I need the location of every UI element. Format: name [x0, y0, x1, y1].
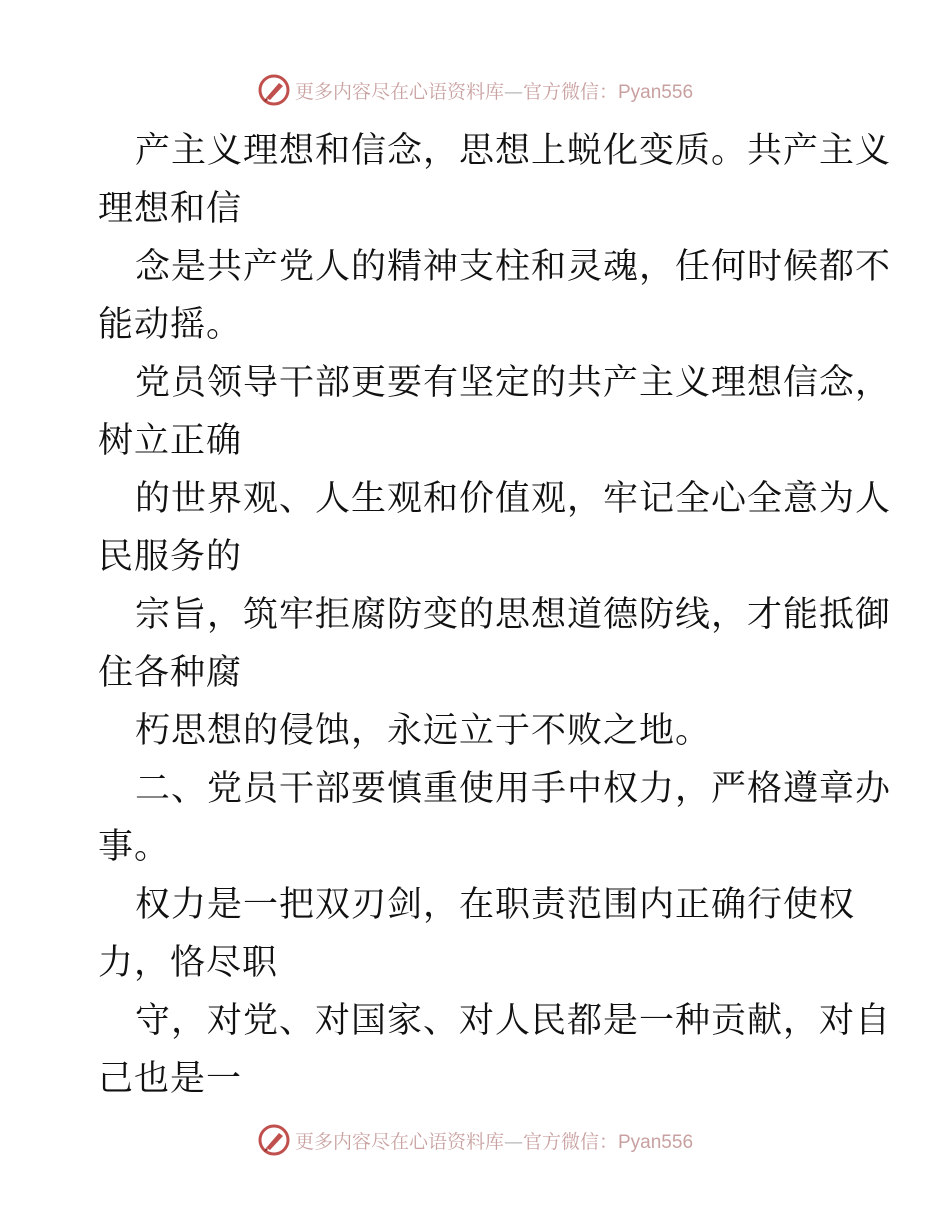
header-watermark	[0, 70, 950, 110]
text-line: 产主义理想和信念，思想上蜕化变质。共产主义	[135, 131, 892, 171]
text-line: 朽思想的侵蚀，永远立于不败之地。	[135, 711, 712, 751]
text-line: 树立正确	[98, 421, 243, 461]
text-line: 的世界观、人生观和价值观，牢记全心全意为人	[135, 479, 892, 519]
body-text	[98, 122, 892, 1108]
watermark-account: Pyan556	[618, 1131, 694, 1153]
text-line: 二、党员干部要慎重使用手中权力，严格遵章办	[135, 769, 892, 809]
text-line: 住各种腐	[98, 653, 243, 693]
pen-logo-icon	[257, 73, 291, 107]
watermark-label: 官方微信：	[522, 80, 618, 103]
text-line: 民服务的	[98, 537, 243, 577]
footer-watermark	[0, 1120, 950, 1160]
text-line: 力，恪尽职	[98, 943, 279, 983]
pen-logo-icon	[257, 1123, 291, 1157]
text-line: 事。	[98, 827, 171, 867]
watermark-prefix: 更多内容尽在心语资料库	[294, 80, 504, 103]
text-line: 党员领导干部更要有坚定的共产主义理想信念，	[135, 363, 892, 403]
watermark-separator: —	[503, 80, 523, 103]
watermark-account: Pyan556	[618, 81, 694, 103]
text-line: 权力是一把双刃剑，在职责范围内正确行使权	[135, 885, 856, 925]
text-line: 理想和信	[98, 189, 243, 229]
text-line: 己也是一	[98, 1059, 243, 1099]
text-line: 能动摇。	[98, 305, 243, 345]
text-line: 宗旨，筑牢拒腐防变的思想道德防线，才能抵御	[135, 595, 892, 635]
watermark-prefix: 更多内容尽在心语资料库	[294, 1130, 504, 1153]
watermark-label: 官方微信：	[522, 1130, 618, 1153]
text-line: 守，对党、对国家、对人民都是一种贡献，对自	[135, 1001, 892, 1041]
watermark-separator: —	[503, 1130, 523, 1153]
text-line: 念是共产党人的精神支柱和灵魂，任何时候都不	[135, 247, 892, 287]
